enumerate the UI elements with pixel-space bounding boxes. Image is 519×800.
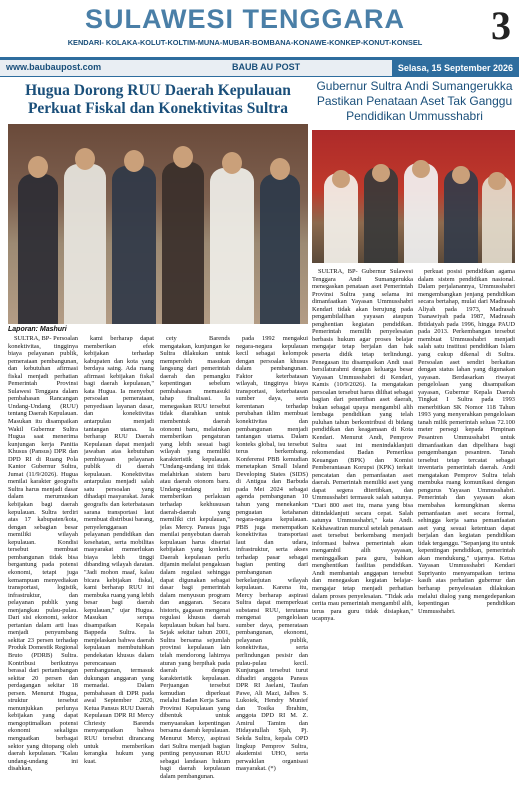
article1-column-2: kami berharap dapat memberikan efek kebijakan terhadap kabupaten dan kota yang berdaya saing. Ada ruang afirmasi kebijakan fiskal bagi daerah kepulauan," kata Hugua. Ia menyebut persoalan pemerataan, penyediaan layanan dasar, dan konektivitas antarpulau menjadi tantangan utama. Ia berharap RUU Daerah Kepulauan dapat menjadi jawaban atas kebutuhan pembiayaan pelayanan publik di daerah kepulauan. Konektivitas antarpulau menjadi salah satu persoalan yang dihadapi masyarakat. Jarak geografis dan keterbatasan sarana transportasi laut membuat distribusi barang, penyelenggaraan pelayanan pendidikan dan kesehatan, serta mobilitas masyarakat memerlukan biaya lebih tinggi dibanding wilayah daratan. "Jadi mohon maaf, kalau bicara kebijakan fiskal, kami berharap RUU ini membuka ruang yang lebih besar bagi daerah kepulauan," ujar Hugua. Masukan serupa disampaikan Kepala Bappeda Sultra. Ia menjelaskan bahwa daerah kepulauan membutuhkan pendekatan khusus dalam perencanaan pembangunan, termasuk dukungan anggaran yang memadai. Dalam pembahasan di DPR pada awal September 2026, Ketua Pansus RUU Daerah Kepulauan DPR RI Mercy Chriesty Barends menyampaikan bahwa RUU tersebut dirancang untuk memberikan kerangka hukum yang kuat. (84, 335, 154, 765)
masthead-regions: KENDARI- KOLAKA-KOLUT-KOLTIM-MUNA-MUBAR-BOMBANA-KONAWE-KONKEP-KONUT-KONSEL (67, 38, 423, 47)
brand-label: BAUB AU POST (232, 62, 301, 72)
page-number: 3 (491, 3, 511, 48)
article1-photo-caption: Laporan: Mashuri (8, 326, 67, 333)
article2-photo (312, 130, 515, 263)
article1-headline: Hugua Dorong RUU Daerah Kepulauan Perkuat Fiskal dan Konektivitas Sultra (25, 82, 291, 117)
article2-column-2: perkuat posisi pendidikan agama dalam sistem pendidikan nasional. Dalam perjalanannya, Ummusshabri mengembangkan jenjang pendidikan secara bertahap, mulai dari Madrasah Aliyah pada 1973, Madrasah Tsanawiyah pada 1987, Madrasah Ibtidaiyah pada 1996, hingga PAUD pada 2013. Perkembangan tersebut membuat Ummusshabri menjadi salah satu institusi pendidikan Islam yang cukup dikenal di Sultra. Persoalan aset sendiri berkaitan dengan status lahan yang digunakan yayasan. Berdasarkan riwayat pengelolaan yang disampaikan yayasan, Gubernur Kepala Daerah Tingkat I Sultra pada 1993 menerbitkan SK Nomor 118 Tahun 1993 yang menyerahkan pengelolaan tanah milik pemerintah seluas 72.100 meter persegi kepada Pimpinan Pesantren Ummusshabri untuk dimanfaatkan dan dipelihara bagi pengembangan pesantren. Tanah tersebut tetap tercatat sebagai inventaris pemerintah daerah. Andi mengatakan Pemprov Sultra telah membuka ruang komunikasi dengan pengurus Yayasan Ummusshabri. Pemerintah dan yayasan akan membahas kemungkinan skema pemanfaatan aset secara formal, sehingga kerja sama pemanfaatan aset yang sesuai ketentuan dapat berjalan dan kegiatan pendidikan tidak terganggu. "Sepanjang itu untuk kepentingan pendidikan, pemerintah akan mendukung," ujarnya. Ketua Yayasan Ummusshabri Kendari Supriyanto menyampaikan terima kasih atas perhatian gubernur dan berharap penyelesaian dilakukan melalui dialog yang mengedepankan kepentingan pendidikan Ummusshabri. (418, 268, 515, 615)
info-bar (0, 60, 519, 77)
masthead (0, 0, 519, 60)
site-url[interactable]: www.baubaupost.com (6, 62, 102, 72)
article2-headline: Gubernur Sultra Andi Sumangerukka Pastikan Penataan Aset Tak Ganggu Pendidikan Ummusshabri (316, 79, 513, 123)
article1-photo (8, 124, 308, 324)
issue-date: Selasa, 15 September 2026 (392, 60, 519, 76)
article1-column-4: pada 1992 mengakui negara-negara kepulauan kecil sebagai kelompok dengan persoalan khusus dalam pembangunan. Faktor keterbatasan wilayah, tingginya biaya transportasi, keterbatasan sumber daya, serta kerentanan terhadap perubahan iklim membuat konektivitas dan pembangunan menjadi tantangan utama. Dalam konteks global, isu tersebut terus berkembang. Konferensi PBB kemudian menetapkan Small Island Developing States (SIDS) di Antigua dan Barbuda pada Mei 2024 sebagai agenda pembangunan 10 tahun yang menekankan penguatan ketahanan negara-negara kepulauan. PBB juga menempatkan konektivitas transportasi laut dan udara, infrastruktur, serta akses terhadap pasar sebagai bagian penting dari pembangunan berkelanjutan wilayah kepulauan. Karena itu, Mercy berharap aspirasi Sultra dapat memperkuat substansi RUU, terutama mengenai pengelolaan sumber daya, pemerataan pembangunan, ekonomi, pelayanan publik, konektivitas, serta perlindungan pesisir dan pulau-pulau kecil. Kunjungan tersebut turut dihadiri anggota Pansus DPR RI Jaelani, Taufan Pawe, Ali Mazi, Jalhes S. Lukoiek, Hendry Munief dan Tosika Ibrahim, anggota DPD RI M. Z. Amirul Tamim dan Hidayatullah Sjah, Pj. Sekda Sultra, kepala OPD lingkup Pemprov Sultra, akademisi UHO, serta perwakilan organisasi masyarakat. (*) (236, 335, 308, 773)
article1-column-3: cety Barends mengatakan, kunjungan ke Sultra dilakukan untuk memperoleh masukan langsung dari pemerintah daerah dan pemangku kepentingan sebelum pembahasan memasuki tahap finalisasi. Ia menegaskan RUU tersebut tidak diarahkan untuk membentuk daerah otonomi baru, melainkan memberikan pengaturan yang lebih sesuai bagi wilayah yang memiliki karakteristik kepulauan. "Undang-undang ini tidak melahirkan sistem baru atau daerah otonom baru. Undang-undang ini memberikan perlakuan terhadap kekhususan daerah-daerah yang memiliki ciri kepulauan," jelas Mercy. Pansus juga menilai penyebutan daerah kepulauan harus disertai kebijakan yang konkret. Daerah kepulauan perlu dijamin melalui pengakuan dalam regulasi sehingga dapat digunakan sebagai dasar bagi pemerintah dalam menyusun program dan anggaran. Secara historis, gagasan mengenai regulasi khusus daerah kepulauan bukan hal baru. Sejak sekitar tahun 2001, Sultra bersama sejumlah provinsi kepulauan lain telah mendorong lahirnya aturan yang berpihak pada daerah dengan karakteristik kepulauan. Perjuangan tersebut kemudian diperkuat melalui Badan Kerja Sama Provinsi Kepulauan yang dibentuk untuk menyuarakan kepentingan bersama daerah kepulauan. Menurut Mercy, aspirasi dari Sultra menjadi bagian penting penyusunan RUU sebagai landasan hukum bagi daerah kepulauan dalam pembangunan. (160, 335, 230, 780)
masthead-title: SULAWESI TENGGARA (84, 4, 405, 34)
article2-column-1: SULTRA, BP- Gubernur Sulawesi Tenggara Andi Sumangerukka menegaskan penataan aset Pemerintah Provinsi Sultra yang selama ini dimanfaatkan Yayasan Ummusshabri Kendari tidak akan berujung pada pengambilalihan yayasan ataupun penghentian kegiatan pendidikan. Pemerintah memilih penyelesaian berbasis hukum agar proses belajar mengajar tetap berjalan dan hak peserta didik tetap terlindungi. Penegasan itu disampaikan Andi usai bersilaturahmi dengan keluarga besar Yayasan Ummusshabri di Kendari, Kamis (10/9/2026). Ia mengatakan persoalan tersebut harus dilihat sebagai bagian dari penertiban aset daerah, bukan sebagai upaya mengambil alih lembaga pendidikan yang telah puluhan tahun berkontribusi di bidang pendidikan dan keagamaan di Kota Kendari. Menurut Andi, Pemprov Sultra saat ini menindaklanjuti rekomendasi Badan Pemeriksa Keuangan (BPK) dan Komisi Pemberantasan Korupsi (KPK) terkait pencatatan dan pemanfaatan aset daerah. Pemerintah memiliki aset yang dapat segera ditertibkan, dan Ummusshabri termasuk salah satunya. "Dari 800 aset itu, mana yang bisa ditindaklanjuti secara cepat. Salah satunya Ummusshabri," kata Andi. Kekhawatiran muncul setelah penataan aset tersebut berkembang menjadi informasi bahwa pemerintah akan mengambil alih yayasan, meninggalkan para guru, bahkan menghentikan fasilitas pendidikan. Andi membantah anggapan tersebut dan menegaskan kegiatan belajar-mengajar tetap menjadi perhatian dalam proses penyelesaian. "Tidak ada cerita mau pemerintah mengambil alih, terus para guru tidak disiapkan," ucapnya. (312, 268, 413, 623)
article1-column-1: SULTRA, BP- Persoalan konektivitas, tingginya biaya pelayanan publik, pemerataan pembangunan, dan kebutuhan afirmasi fiskal menjadi perhatian Pemerintah Provinsi Sulawesi Tenggara dalam pembahasan Rancangan Undang-Undang (RUU) tentang Daerah Kepulauan. Masukan itu disampaikan Wakil Gubernur Sultra Hugua saat menerima kunjungan kerja Panitia Khusus (Pansus) DPR dan DPD RI di Ruang Pola Kantor Gubernur Sultra, Jumat (11/9/2026). Hugua menilai karakter geografis Sultra harus menjadi dasar dalam merumuskan kebijakan bagi daerah kepulauan. Sultra terdiri atas 17 kabupaten/kota, dengan sebagian besar memiliki wilayah kepulauan. Kondisi tersebut membuat pembangunan tidak bisa bergantung pada potensi ekonomi, tetapi juga kemampuan menyediakan transportasi, logistik, infrastruktur, dan pelayanan publik yang menjangkau pulau-pulau. Dari sisi ekonomi, sektor pertanian dalam arti luas menjadi penyumbang sekitar 23 persen terhadap Produk Domestik Regional Bruto (PDRB) Sultra. Kontribusi berikutnya berasal dari pertambangan sekitar 20 persen dan perdagangan sekitar 18 persen. Menurut Hugua, struktur tersebut menunjukkan perlunya kebijakan yang dapat mengoptimalkan potensi ekonomi sekaligus menguatkan berbagai sektor yang ditopang oleh daerah kepulauan. "Kalau undang-undang ini disahkan, (8, 335, 78, 773)
